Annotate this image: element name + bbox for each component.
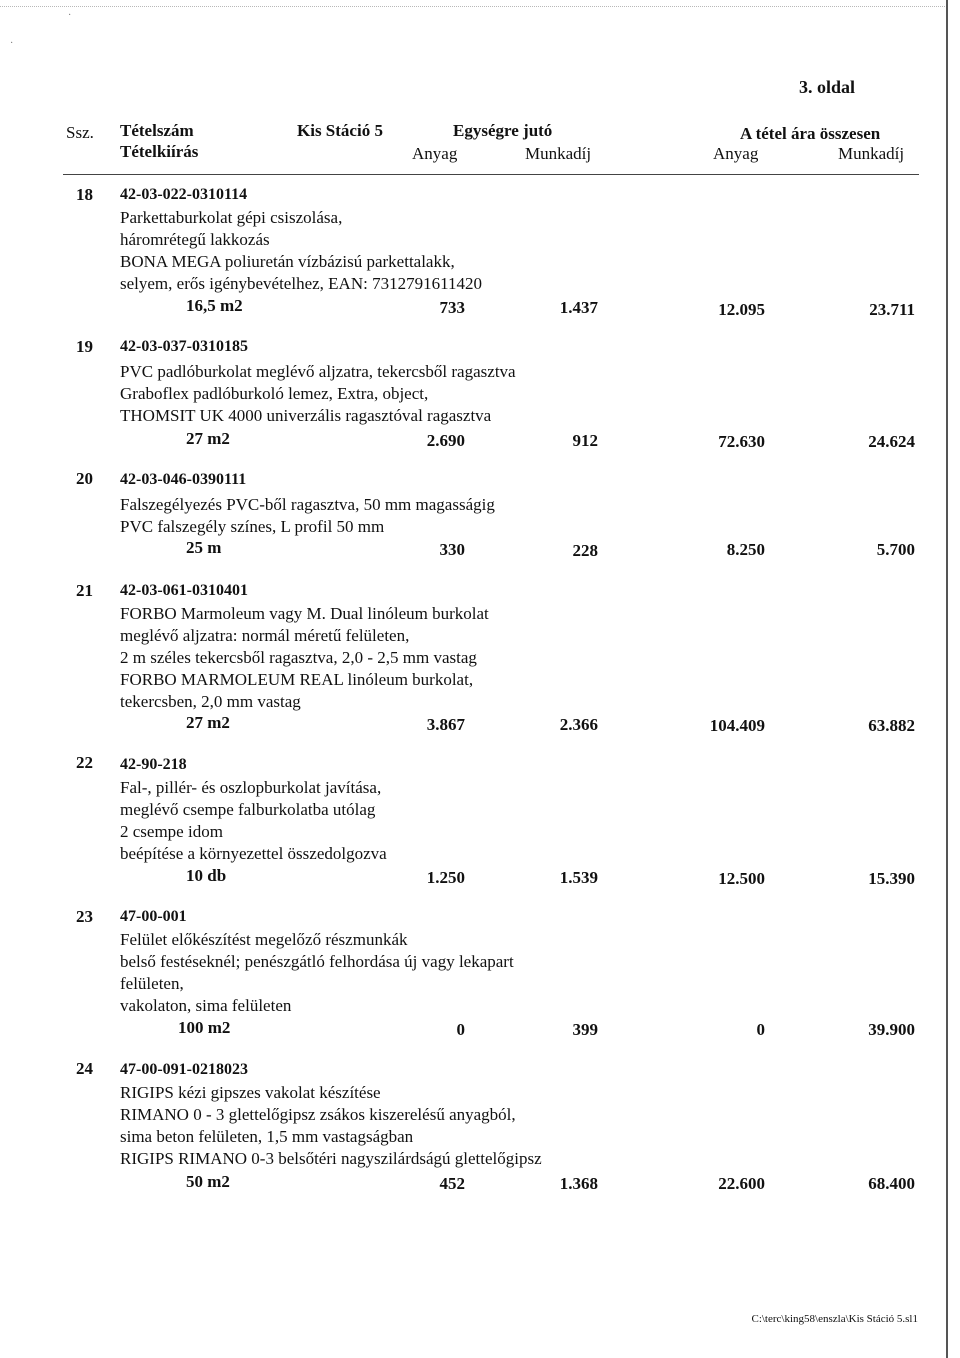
header-divider xyxy=(63,174,919,175)
description-line: FORBO Marmoleum vagy M. Dual linóleum burkolat xyxy=(120,604,489,623)
unit-material: 3.867 xyxy=(426,715,465,734)
item-code: 42-90-218 xyxy=(120,756,187,773)
item-description xyxy=(120,1082,680,1170)
item-quantity: 27 m2 xyxy=(186,713,230,732)
item-number: 21 xyxy=(76,581,93,600)
header-tetelszam: Tételszám xyxy=(120,121,194,140)
total-labor: 24.624 xyxy=(868,432,915,451)
item-description xyxy=(120,777,680,865)
description-line: Felület előkészítést megelőző részmunkák xyxy=(120,930,408,949)
header-ssz: Ssz. xyxy=(66,123,94,142)
description-line: Falszegélyezés PVC-ből ragasztva, 50 mm magasságig xyxy=(120,495,495,514)
unit-labor: 2.366 xyxy=(559,715,598,734)
description-line: PVC padlóburkolat meglévő aljzatra, tekercsből ragasztva xyxy=(120,362,516,381)
item-number: 24 xyxy=(76,1059,93,1078)
item-number: 18 xyxy=(76,185,93,204)
header-project: Kis Stáció 5 xyxy=(297,121,383,140)
item-quantity: 27 m2 xyxy=(186,429,230,448)
description-line: tekercsben, 2,0 mm vastag xyxy=(120,692,301,711)
unit-material: 1.250 xyxy=(426,868,465,887)
description-line: selyem, erős igénybevételhez, EAN: 7312791611420 xyxy=(120,274,482,293)
description-line: 2 m széles tekercsből ragasztva, 2,0 - 2,5 mm vastag xyxy=(120,648,477,667)
total-material: 72.630 xyxy=(718,432,765,451)
total-material: 8.250 xyxy=(726,540,765,559)
item-quantity: 100 m2 xyxy=(178,1018,231,1037)
description-line: THOMSIT UK 4000 univerzális ragasztóval ragasztva xyxy=(120,406,492,425)
description-line: RIGIPS kézi gipszes vakolat készítése xyxy=(120,1083,381,1102)
description-line: háromrétegű lakkozás xyxy=(120,230,270,249)
total-material: 104.409 xyxy=(709,716,765,735)
item-code: 47-00-001 xyxy=(120,908,187,925)
item-description xyxy=(120,929,680,1017)
total-material: 12.500 xyxy=(718,869,765,888)
unit-material: 330 xyxy=(439,540,465,559)
unit-material: 452 xyxy=(439,1174,465,1193)
header-munkadij-unit: Munkadíj xyxy=(525,144,592,163)
description-line: meglévő aljzatra: normál méretű felületen, xyxy=(120,626,410,645)
total-material: 22.600 xyxy=(718,1174,765,1193)
item-description xyxy=(120,207,680,295)
description-line: Graboflex padlóburkoló lemez, Extra, object, xyxy=(120,384,429,403)
description-line: PVC falszegély színes, L profil 50 mm xyxy=(120,517,385,536)
item-code: 42-03-037-0310185 xyxy=(120,338,248,355)
item-quantity: 25 m xyxy=(186,538,222,557)
header-tetelkiiras: Tételkiírás xyxy=(120,142,199,161)
item-number: 23 xyxy=(76,907,93,926)
item-code: 42-03-022-0310114 xyxy=(120,186,248,203)
item-description xyxy=(120,603,680,713)
total-material: 0 xyxy=(756,1020,765,1039)
total-labor: 23.711 xyxy=(869,300,915,319)
header-anyag-total: Anyag xyxy=(713,144,759,163)
description-line: RIGIPS RIMANO 0-3 belsőtéri nagyszilárdságú glettelőgipsz xyxy=(120,1149,542,1168)
description-line: BONA MEGA poliuretán vízbázisú parkettalakk, xyxy=(120,252,455,271)
item-description xyxy=(120,361,680,427)
unit-labor: 1.368 xyxy=(559,1174,598,1193)
scan-speck: · xyxy=(10,38,14,49)
item-quantity: 10 db xyxy=(186,866,227,885)
scan-speck: · xyxy=(68,10,72,21)
page-number: 3. oldal xyxy=(798,77,855,97)
unit-labor: 1.437 xyxy=(559,298,598,317)
header-anyag-unit: Anyag xyxy=(412,144,458,163)
header-egysegre-juto: Egységre jutó xyxy=(453,121,553,140)
description-line: felületen, xyxy=(120,974,184,993)
description-line: Fal-, pillér- és oszlopburkolat javítása, xyxy=(120,778,382,797)
item-number: 22 xyxy=(76,753,93,772)
item-code: 47-00-091-0218023 xyxy=(120,1061,248,1078)
description-line: vakolaton, sima felületen xyxy=(120,996,292,1015)
item-quantity: 50 m2 xyxy=(186,1172,230,1191)
item-code: 42-03-046-0390111 xyxy=(120,471,247,488)
total-labor: 15.390 xyxy=(868,869,915,888)
unit-material: 0 xyxy=(456,1020,465,1039)
unit-labor: 912 xyxy=(572,431,598,450)
item-description xyxy=(120,494,680,538)
description-line: RIMANO 0 - 3 glettelőgipsz zsákos kiszerelésű anyagból, xyxy=(120,1105,516,1124)
item-quantity: 16,5 m2 xyxy=(186,296,243,315)
unit-material: 2.690 xyxy=(426,431,465,450)
header-munkadij-total: Munkadíj xyxy=(838,144,905,163)
total-labor: 63.882 xyxy=(868,716,915,735)
description-line: 2 csempe idom xyxy=(120,822,223,841)
description-line: belső festéseknél; penészgátló felhordása új vagy lekapart xyxy=(120,952,514,971)
description-line: FORBO MARMOLEUM REAL linóleum burkolat, xyxy=(120,670,474,689)
total-labor: 68.400 xyxy=(868,1174,915,1193)
header-tetel-ara: A tétel ára összesen xyxy=(740,124,881,143)
unit-labor: 1.539 xyxy=(559,868,598,887)
description-line: sima beton felületen, 1,5 mm vastagságban xyxy=(120,1127,414,1146)
item-number: 19 xyxy=(76,337,93,356)
scan-border-right xyxy=(946,0,948,1358)
total-labor: 39.900 xyxy=(868,1020,915,1039)
item-number: 20 xyxy=(76,469,93,488)
scan-border-top xyxy=(0,6,945,7)
total-labor: 5.700 xyxy=(876,540,915,559)
unit-labor: 399 xyxy=(572,1020,598,1039)
unit-labor: 228 xyxy=(572,541,598,560)
unit-material: 733 xyxy=(439,298,465,317)
total-material: 12.095 xyxy=(718,300,765,319)
footer-file-path: C:\terc\king58\enszla\Kis Stáció 5.sl1 xyxy=(751,1313,918,1325)
item-code: 42-03-061-0310401 xyxy=(120,582,248,599)
description-line: beépítése a környezettel összedolgozva xyxy=(120,844,387,863)
description-line: meglévő csempe falburkolatba utólag xyxy=(120,800,376,819)
description-line: Parkettaburkolat gépi csiszolása, xyxy=(120,208,343,227)
